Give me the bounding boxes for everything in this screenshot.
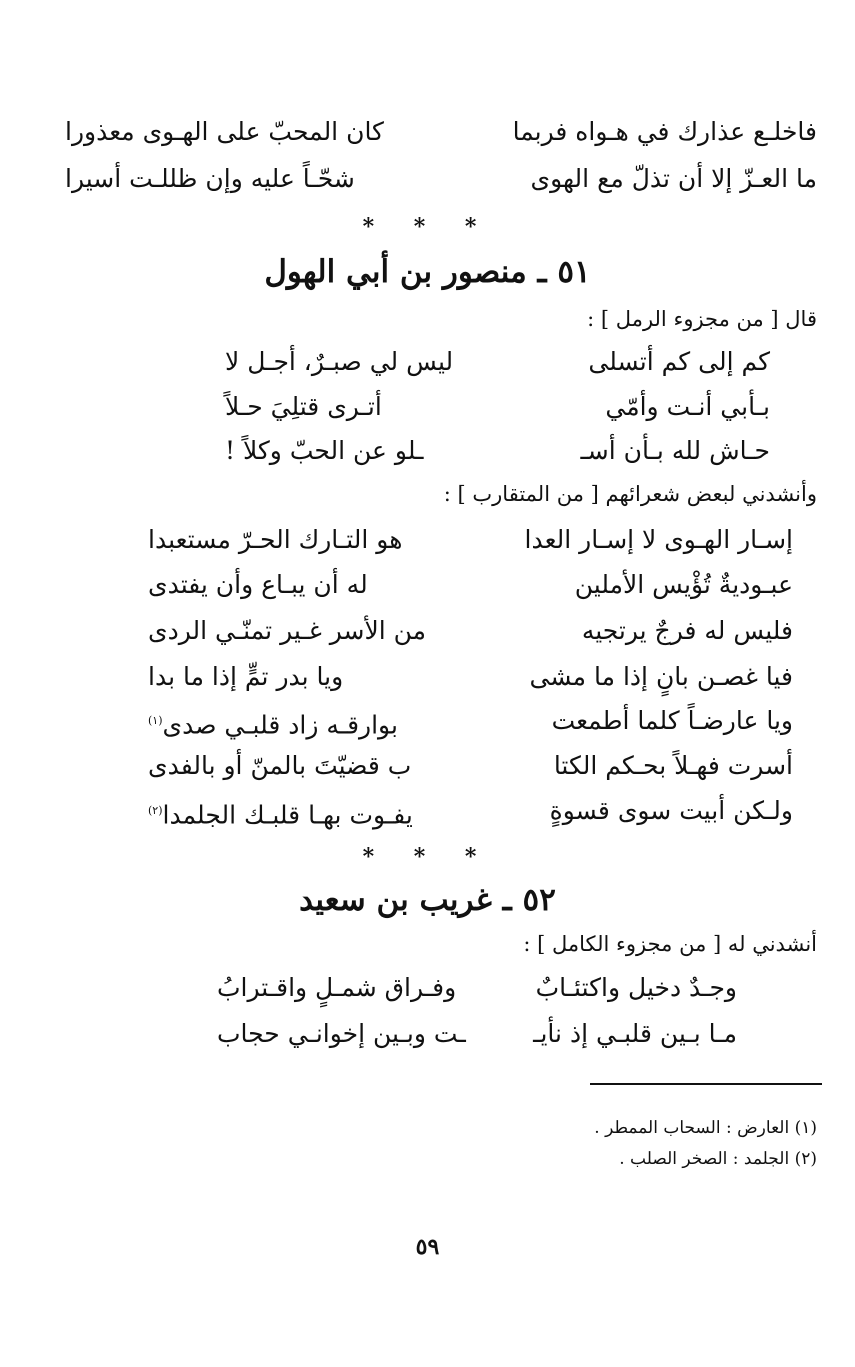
verse-first-hemistich: ولـكن أبيت سوى قسوةٍ — [549, 796, 793, 825]
section-title: ٥١ ـ منصور بن أبي الهول — [264, 254, 591, 290]
verse-second-hemistich: شحّـاً عليه وإن ظللـت أسيرا — [65, 164, 355, 193]
verse-second-hemistich: ـت وبـين إخوانـي حجاب — [217, 1019, 466, 1048]
verse-second-hemistich — [148, 699, 398, 747]
verse-line — [65, 110, 817, 154]
verse-first-hemistich: فيا غصـن بانٍ إذا ما مشى — [529, 662, 793, 691]
verse-second-hemistich: ليس لي صبـرٌ، أجـل لا — [225, 347, 454, 376]
verse-first-hemistich: إسـار الهـوى لا إسـار العدا — [524, 525, 793, 554]
section-intro: أنشدني له [ من مجزوء الكامل ] : — [523, 932, 817, 956]
verse-first-hemistich: أسرت فهـلاً بحـكم الكتا — [553, 751, 793, 780]
verse-line — [65, 157, 817, 201]
verse-second-hemistich: ـلو عن الحبّ وكلاً ! — [225, 436, 424, 465]
verse-first-hemistich: بـأبي أنـت وأمّي — [605, 392, 770, 421]
verse-second-hemistich: له أن يبـاع وأن يفتدى — [148, 570, 368, 599]
verse-line — [148, 609, 793, 653]
section-separator: * * * — [362, 844, 493, 870]
verse-second-hemistich: كان المحبّ على الهـوى معذورا — [65, 117, 384, 146]
footnote-marker: (١) — [148, 714, 163, 727]
verse-first-hemistich: عبـوديةٌ تُؤْيس الأملين — [574, 570, 793, 599]
verse-line — [148, 699, 793, 747]
verse-second-hemistich — [148, 789, 413, 837]
section-intro: قال [ من مجزوء الرمل ] : — [587, 307, 817, 331]
page-number: ٥٩ — [415, 1234, 440, 1260]
verse-second-hemistich: أتـرى قتلِيَ حـلاً — [225, 392, 382, 421]
verse-line — [217, 1012, 737, 1056]
section-intro: وأنشدني لبعض شعرائهم [ من المتقارب ] : — [443, 482, 817, 506]
verse-second-hemistich: ب قضيّتَ بالمنّ أو بالفدى — [148, 751, 412, 780]
verse-line — [148, 518, 793, 562]
verse-line — [148, 563, 793, 607]
verse-line — [225, 340, 770, 384]
verse-second-hemistich: ويا بدر تمٍّ إذا ما بدا — [148, 662, 344, 691]
verse-first-hemistich: مـا بـين قلبـي إذ نأيـ — [533, 1019, 737, 1048]
verse-first-hemistich: ويا عارضـاً كلما أطمعت — [551, 706, 793, 735]
verse-second-hemistich: هو التـارك الحـرّ مستعبدا — [148, 525, 403, 554]
footnote: (١) العارض : السحاب الممطر . — [594, 1118, 817, 1138]
verse-line — [148, 744, 793, 788]
footnote-marker: (٢) — [148, 804, 163, 817]
verse-second-hemistich: وفـراق شمـلٍ واقـترابُ — [217, 973, 457, 1002]
verse-line — [225, 385, 770, 429]
verse-text: بوارقـه زاد قلبـي صدى — [162, 710, 398, 740]
section-title: ٥٢ ـ غريب بن سعيد — [299, 882, 556, 918]
verse-first-hemistich: حـاش لله بـأن أسـ — [580, 436, 770, 465]
footnote: (٢) الجلمد : الصخر الصلب . — [619, 1149, 817, 1169]
footnote-rule — [590, 1083, 822, 1085]
verse-first-hemistich: كم إلى كم أتسلى — [588, 347, 770, 376]
verse-line — [148, 655, 793, 699]
verse-line — [225, 429, 770, 473]
verse-first-hemistich: وجـدٌ دخيل واكتئـابٌ — [535, 973, 737, 1002]
verse-line — [217, 966, 737, 1010]
verse-text: يفـوت بهـا قلبـك الجلمدا — [162, 800, 413, 830]
verse-first-hemistich: فليس له فرجٌ يرتجيه — [581, 616, 793, 645]
verse-first-hemistich: ما العـزّ إلا أن تذلّ مع الهوى — [530, 164, 817, 193]
section-separator: * * * — [362, 214, 493, 240]
verse-second-hemistich: من الأسر غـير تمنّـي الردى — [148, 616, 427, 645]
verse-line — [148, 789, 793, 837]
verse-first-hemistich: فاخلـع عذارك في هـواه فربما — [512, 117, 817, 146]
